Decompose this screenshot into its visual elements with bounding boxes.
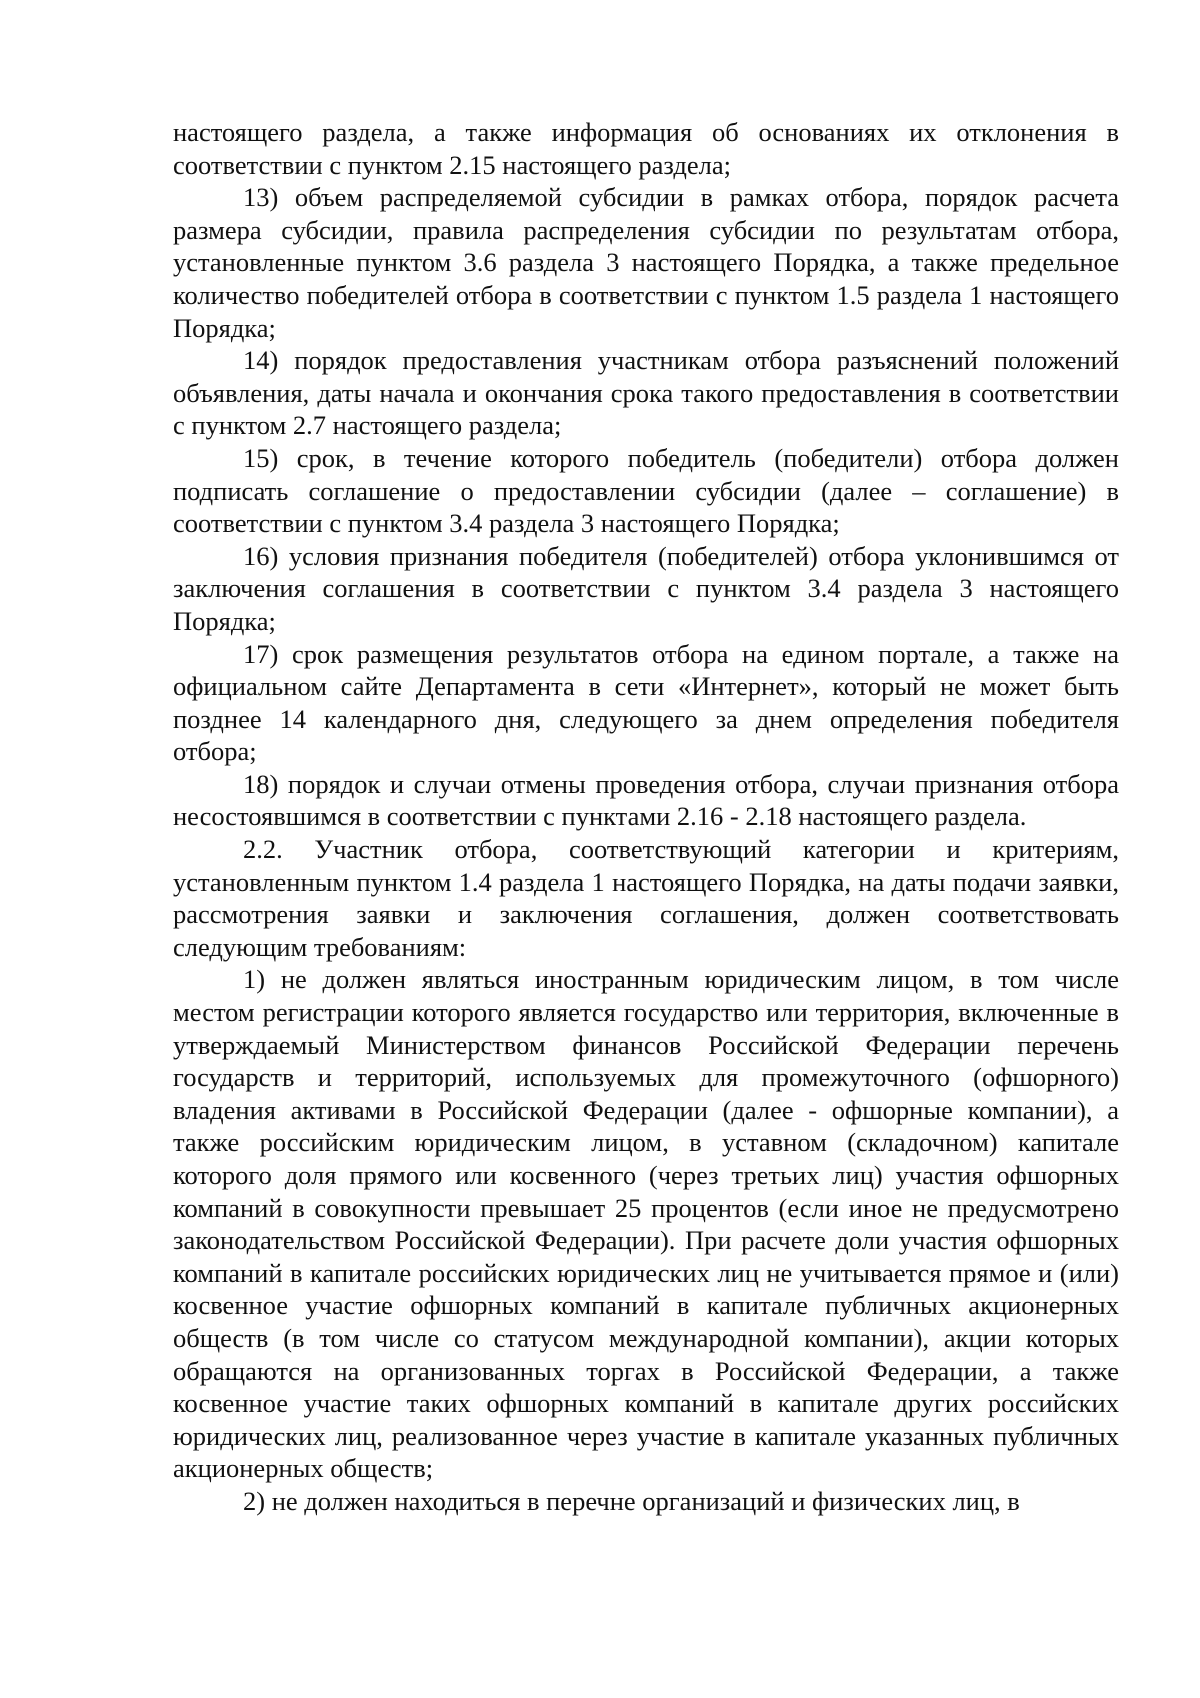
paragraph-item-18: 18) порядок и случаи отмены проведения отбора, случаи признания отбора несостоявшимся в соответствии с пунктами 2.16 - 2.18 настоящего раздела. (173, 768, 1119, 832)
paragraph-section-2-2: 2.2. Участник отбора, соответствующий категории и критериям, установленным пунктом 1.4 раздела 1 настоящего Порядка, на даты подачи заявки, рассмотрения заявки и заключения соглашения, должен соответствовать следующим требованиям: (173, 834, 1119, 962)
paragraph-item-17: 17) срок размещения результатов отбора на едином портале, а также на официальном сайте Департамента в сети «Интернет», который не может быть позднее 14 календарного дня, следующего за днем определения победителя отбора; (173, 638, 1119, 767)
paragraph-item-14: 14) порядок предоставления участникам отбора разъяснений положений объявления, даты начала и окончания срока такого предоставления в соответствии с пунктом 2.7 настоящего раздела; (173, 345, 1119, 441)
paragraph-item-13: 13) объем распределяемой субсидии в рамках отбора, порядок расчета размера субсидии, правила распределения субсидии по результатам отбора, установленные пунктом 3.6 раздела 3 настоящего Порядка, а также предельное количество победителей отбора в соответствии с пунктом 1.5 раздела 1 настоящего Порядка; (173, 182, 1119, 343)
paragraph-requirement-2: 2) не должен находиться в перечне организаций и физических лиц, в (243, 1485, 1020, 1516)
paragraph-item-15: 15) срок, в течение которого победитель (победители) отбора должен подписать соглашение о предоставлении субсидии (далее – соглашение) в соответствии с пунктом 3.4 раздела 3 настоящего Порядка; (173, 442, 1119, 539)
paragraph-requirement-1: 1) не должен являться иностранным юридическим лицом, в том числе местом регистрации которого является государство или территория, включенные в утверждаемый Министерством финансов Российской Федерации перечень государств и территорий, используемых для промежуточного (офшорного) владения активами в Российской Федерации (далее - офшорные компании), а также российским юридическим лицом, в уставном (складочном) капитале которого доля прямого или косвенного (через третьих лиц) участия офшорных компаний в совокупности превышает 25 процентов (если иное не предусмотрено законодательством Российской Федерации). При расчете доли участия офшорных компаний в капитале российских юридических лиц не учитывается прямое и (или) косвенное участие офшорных компаний в капитале публичных акционерных обществ (в том числе со статусом международной компании), акции которых обращаются на организованных торгах в Российской Федерации, а также косвенное участие таких офшорных компаний в капитале других российских юридических лиц, реализованное через участие в капитале указанных публичных акционерных обществ; (173, 964, 1119, 1484)
document-body (173, 116, 1119, 1518)
paragraph-continuation: настоящего раздела, а также информация об основаниях их отклонения в соответствии с пунктом 2.15 настоящего раздела; (173, 117, 1119, 180)
paragraph-item-16: 16) условия признания победителя (победителей) отбора уклонившимся от заключения соглашения в соответствии с пунктом 3.4 раздела 3 настоящего Порядка; (173, 540, 1119, 636)
